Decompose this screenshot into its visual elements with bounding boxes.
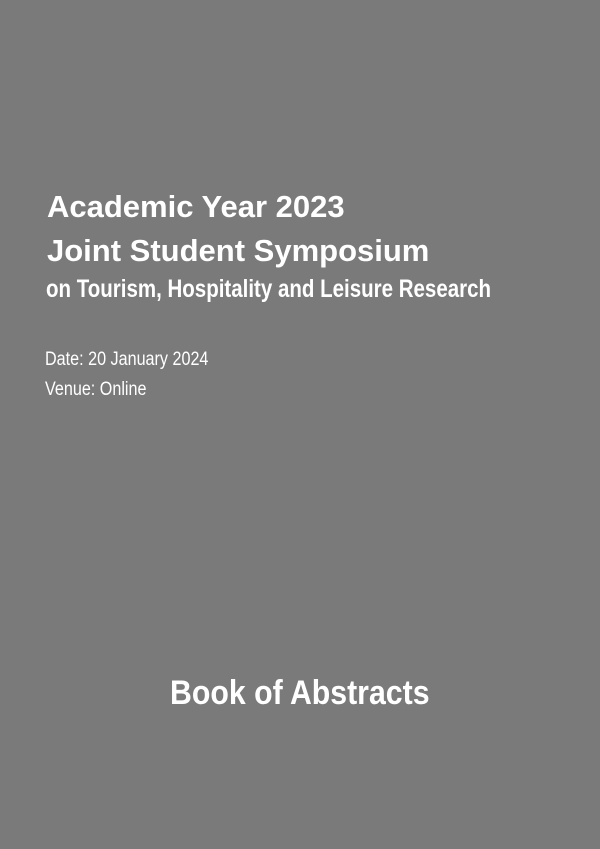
footer-title-row [0, 673, 600, 713]
cover-title-line2: Joint Student Symposium [47, 233, 430, 268]
book-of-abstracts-title: Book of Abstracts [170, 674, 430, 712]
cover-subtitle: on Tourism, Hospitality and Leisure Research [46, 275, 492, 303]
cover-title [47, 185, 429, 273]
event-venue: Venue: Online [45, 379, 147, 400]
cover-title-line1: Academic Year 2023 [47, 189, 345, 224]
event-date: Date: 20 January 2024 [45, 349, 209, 370]
